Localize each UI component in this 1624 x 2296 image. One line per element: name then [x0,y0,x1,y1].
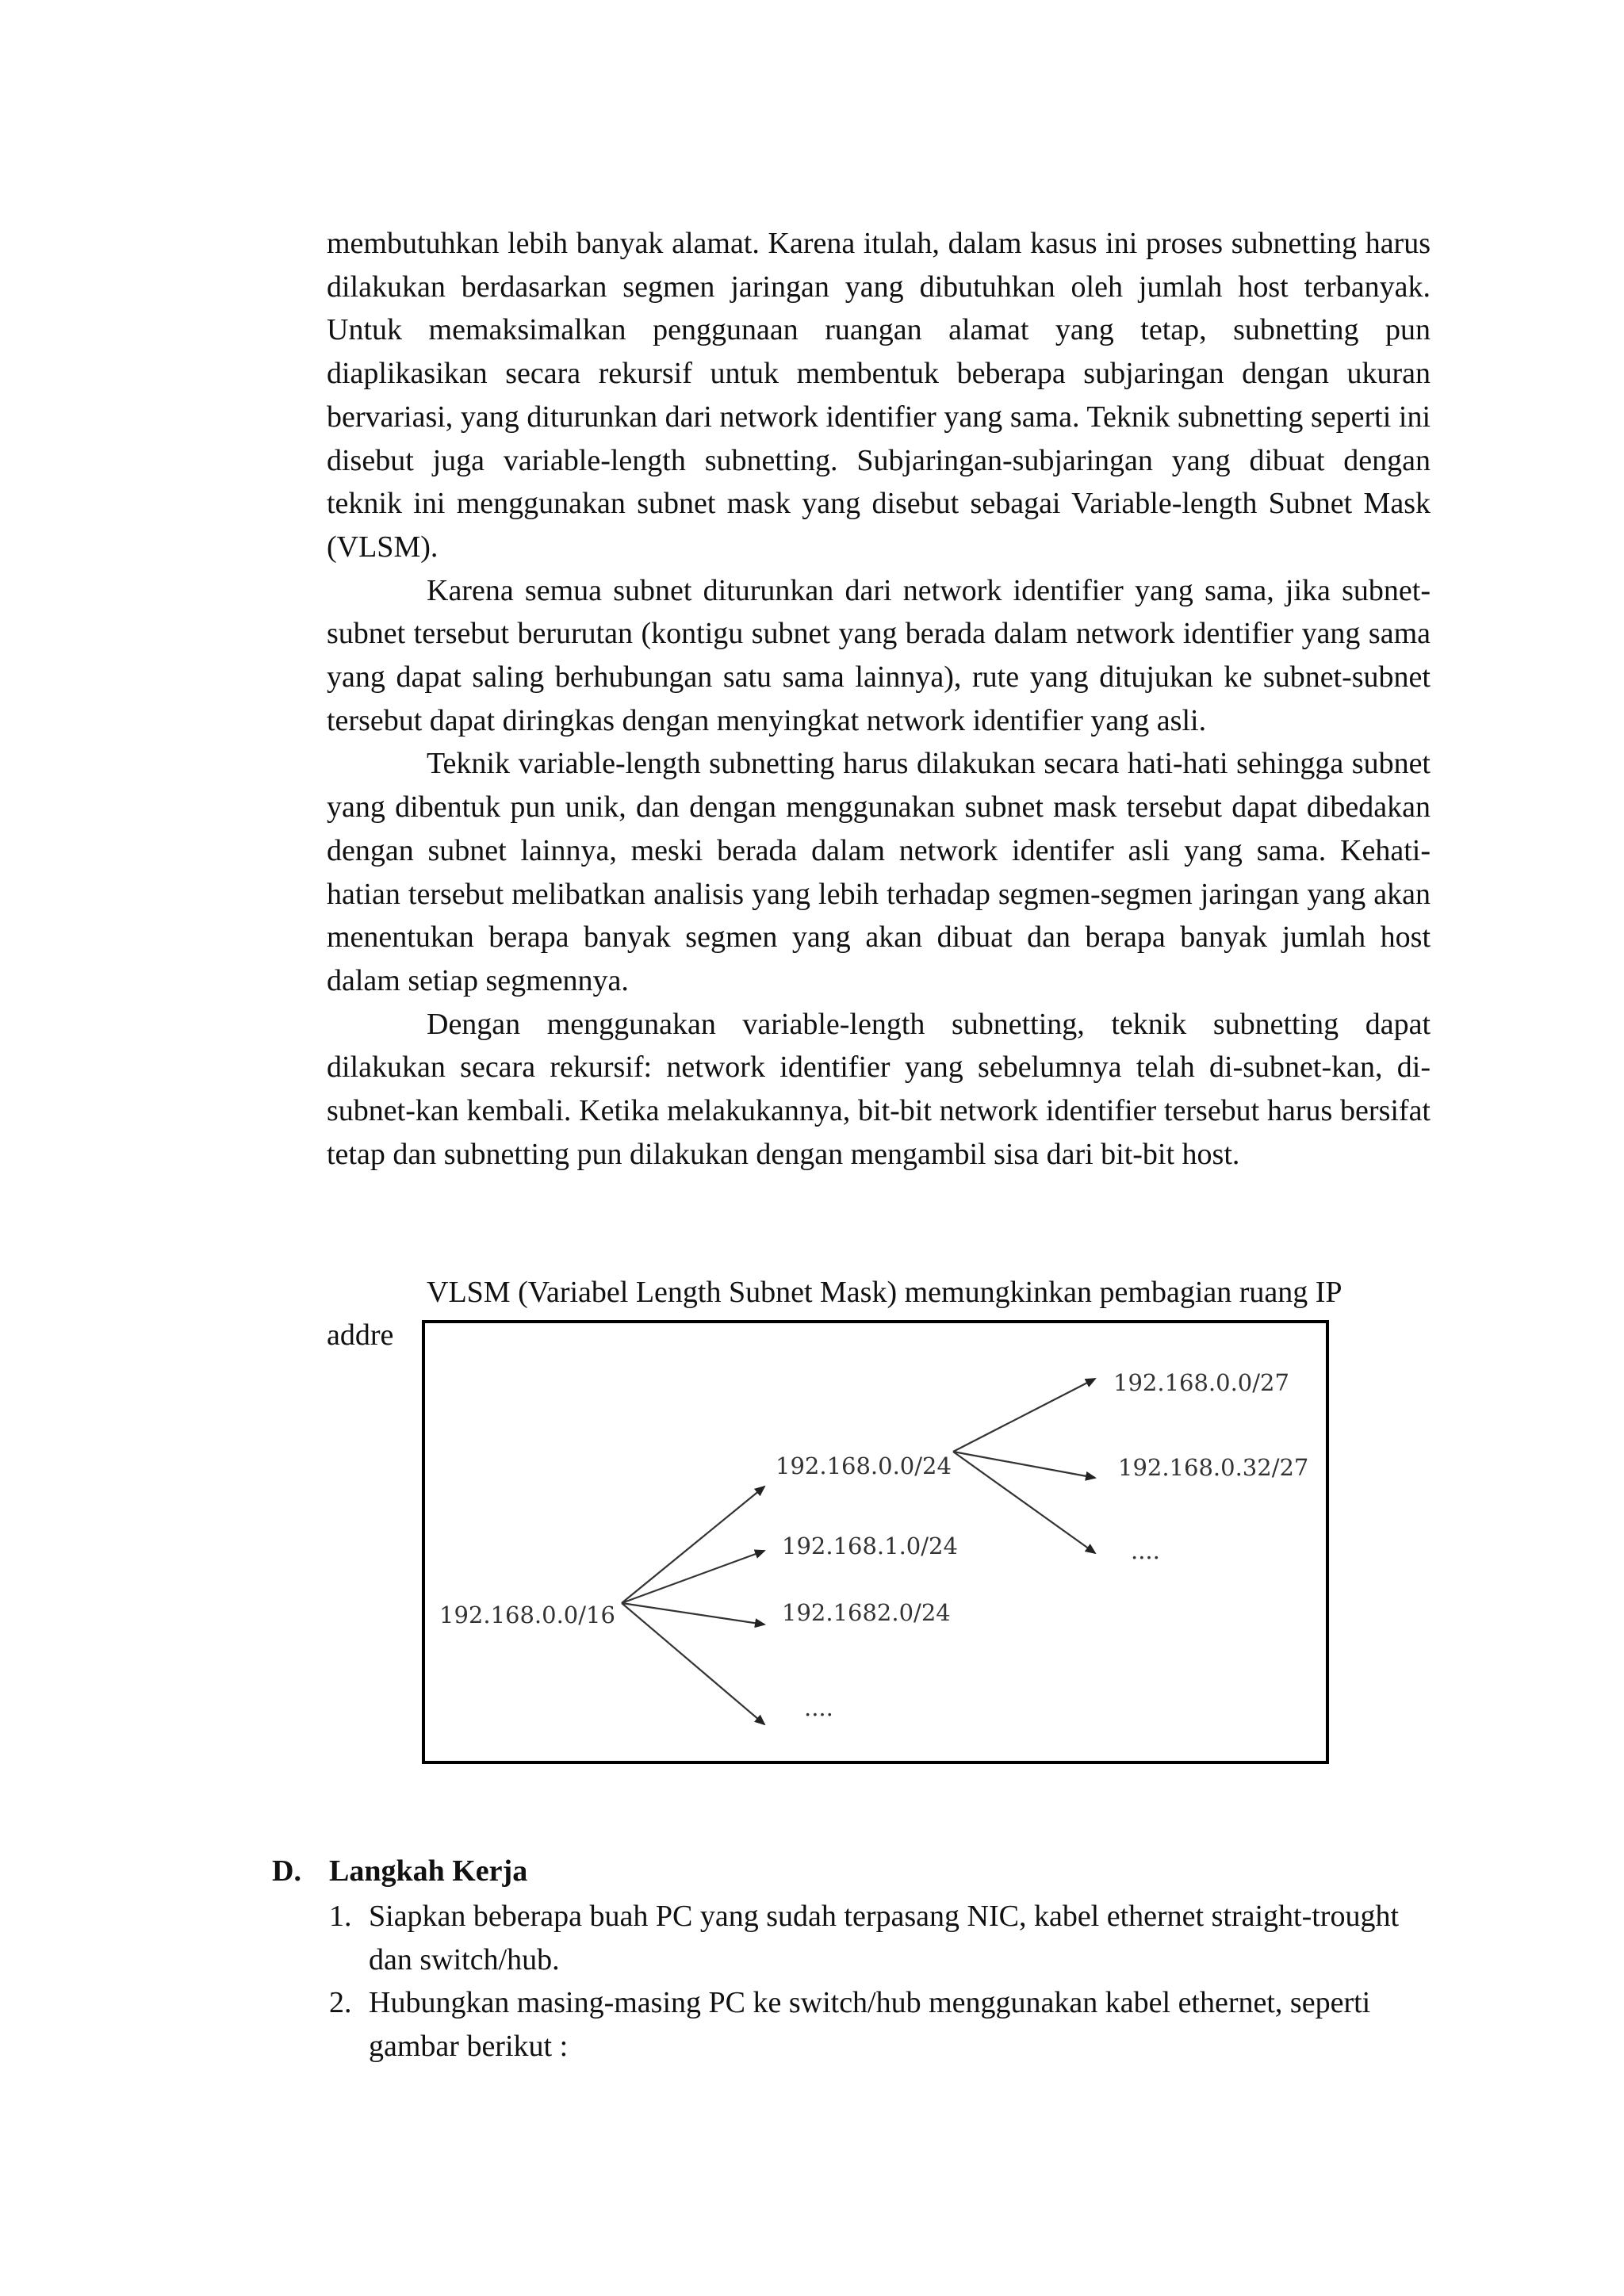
arrow-24-to-192-168-0-32-27 [953,1452,1095,1478]
step-number: 1. [329,1900,352,1933]
paragraph-3: Teknik variable-length subnetting harus dilakukan secara hati-hati sehingga subnet yang dibentuk pun unik, dan dengan menggunakan subnet mask tersebut dapat dibedakan dengan subnet lainnya, meski berada dalam network identifer asli yang sama. Kehati-hatian tersebut melibatkan analisis yang lebih terhadap segmen-segmen jaringan yang akan menentukan berapa banyak segmen yang akan dibuat dan berapa banyak jumlah host dalam setiap segmennya. [327,747,1431,997]
node-192-1682-0-24: 192.1682.0/24 [782,1599,951,1626]
arrow-24-to-192-168-0-0-27 [953,1379,1095,1452]
section-heading [272,1850,527,1892]
node-root: 192.168.0.0/16 [439,1601,615,1628]
node-192-168-0-32-27: 192.168.0.32/27 [1118,1454,1309,1481]
vlsm-intro-line-2: addre [327,1318,394,1352]
vlsm-intro-line-1: VLSM (Variabel Length Subnet Mask) memungkinkan pembagian ruang IP [427,1276,1342,1309]
vlsm-tree-diagram [422,1320,1329,1764]
node-level2-ellipsis: .... [1131,1537,1160,1564]
node-192-168-1-0-24: 192.168.1.0/24 [782,1533,958,1559]
list-item [329,1895,1423,1981]
step-text: Siapkan beberapa buah PC yang sudah terpasang NIC, kabel ethernet straight-trought dan switch/hub. [369,1900,1400,1976]
arrow-24-to-ellipsis [953,1452,1095,1553]
list-item [329,1981,1423,2068]
node-192-168-0-0-27: 192.168.0.0/27 [1113,1369,1289,1396]
arrow-root-to-192-168-1-0-24 [622,1551,764,1603]
body-text [327,222,1431,1176]
steps-list [329,1895,1423,2068]
section-letter: D. [272,1854,301,1888]
node-level1-ellipsis: .... [804,1694,833,1721]
section-title: Langkah Kerja [329,1854,528,1888]
paragraph-2: Karena semua subnet diturunkan dari network identifier yang sama, jika subnet-subnet tersebut berurutan (kontigu subnet yang berada dalam network identifier yang sama yang dapat saling berhubungan satu sama lainnya), rute yang ditujukan ke subnet-subnet tersebut dapat diringkas dengan menyingkat network identifier yang asli. [327,573,1431,737]
node-192-168-0-0-24: 192.168.0.0/24 [776,1452,952,1479]
arrow-root-to-192-168-0-0-24 [622,1487,764,1603]
step-number: 2. [329,1986,352,2020]
paragraph-1: membutuhkan lebih banyak alamat. Karena itulah, dalam kasus ini proses subnetting harus dilakukan berdasarkan segmen jaringan yang dibutuhkan oleh jumlah host terbanyak. Untuk memaksimalkan penggunaan ruangan alamat yang tetap, subnetting pun diaplikasikan secara rekursif untuk membentuk beberapa subjaringan dengan ukuran bervariasi, yang diturunkan dari network identifier yang sama. Teknik subnetting seperti ini disebut juga variable-length subnetting. Subjaringan-subjaringan yang dibuat dengan teknik ini menggunakan subnet mask yang disebut sebagai Variable-length Subnet Mask (VLSM). [327,227,1431,564]
step-text: Hubungkan masing-masing PC ke switch/hub menggunakan kabel ethernet, seperti gambar berikut : [369,1986,1371,2064]
paragraph-4: Dengan menggunakan variable-length subnetting, teknik subnetting dapat dilakukan secara rekursif: network identifier yang sebelumnya telah di-subnet-kan, di-subnet-kan kembali. Ketika melakukannya, bit-bit network identifier tersebut harus bersifat tetap dan subnetting pun dilakukan dengan mengambil sisa dari bit-bit host. [327,1007,1431,1171]
